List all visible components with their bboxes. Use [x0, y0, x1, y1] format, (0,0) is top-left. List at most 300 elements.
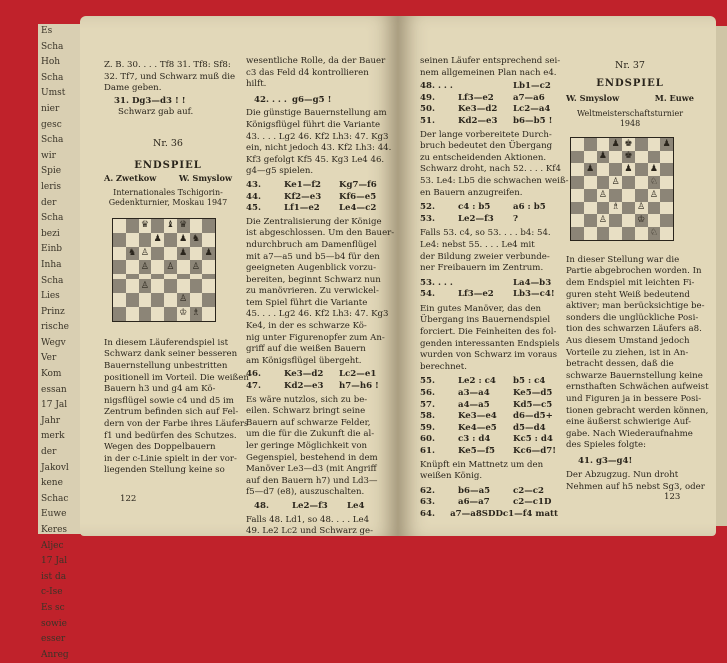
board-square: [648, 202, 661, 215]
white-move: a7—a8SD: [450, 508, 496, 519]
text-line: Königsflügel führt die Variante: [246, 119, 381, 130]
board-square: [597, 151, 610, 164]
back-page-fragment: Scha: [41, 213, 64, 224]
back-page-fragment: sowie: [41, 618, 67, 629]
chess-piece-icon: ♙: [179, 294, 188, 305]
board-square: [622, 176, 635, 189]
back-page-fragment: bezi: [41, 228, 60, 239]
board-square: [190, 233, 203, 247]
board-square: [648, 163, 661, 176]
board-square: [113, 307, 126, 321]
board-square: [635, 214, 648, 227]
move-row: [420, 388, 558, 400]
text-line: schwarze Bauernstellung keine: [566, 370, 703, 381]
move-31: 31. Dg3—d3 ! !: [114, 95, 186, 106]
move-number: 46.: [246, 369, 261, 380]
white-move: a6—a7: [458, 497, 490, 508]
white-move: [458, 278, 513, 290]
text-line: c3 das Feld d4 kontrollieren: [246, 67, 369, 78]
move-row: [420, 400, 558, 412]
board-square: [648, 189, 661, 202]
text-line: zu manövrieren. Zu verwickel-: [246, 286, 379, 297]
move-number: 43.: [246, 179, 261, 190]
chess-piece-icon: ♙: [637, 202, 646, 213]
move-number: 51.: [420, 115, 435, 126]
text-line: nig unter Figurenopfer zum An-: [246, 332, 385, 343]
text-line: f5—d7 (e8), auszuschalten.: [246, 487, 365, 498]
black-move: a7—a6: [513, 92, 545, 103]
board-square: [635, 163, 648, 176]
board-square: [648, 227, 661, 240]
move-number: 62.: [420, 485, 435, 496]
chess-piece-icon: ♙: [649, 189, 658, 200]
white-move: [458, 81, 513, 93]
text-line: in der c-Linie spielt in der vor-: [104, 453, 237, 464]
move-number: 49.: [420, 92, 435, 103]
board-square: [660, 176, 673, 189]
move-row: [420, 214, 558, 226]
text-line: ner Freibauern im Zentrum.: [420, 263, 544, 274]
chess-piece-icon: ♘: [649, 176, 658, 187]
board-square: [660, 151, 673, 164]
board-square: [635, 202, 648, 215]
board-square: [609, 151, 622, 164]
board-square: [660, 138, 673, 151]
board-square: [597, 214, 610, 227]
left-col-2: [246, 56, 395, 538]
text-line: der Bildung zweier verbunde-: [420, 251, 550, 262]
white-move: Le2 : c4: [458, 376, 496, 387]
text-line: Bauern h3 und g4 am Kö-: [104, 384, 216, 395]
text-line: um die für die Zukunft die al-: [246, 429, 375, 440]
chess-piece-icon: ♙: [191, 261, 200, 272]
board-square: [622, 227, 635, 240]
black-move: Kc6—d7!: [513, 446, 557, 456]
text-line: Aus diesem Umstand jedoch: [566, 335, 690, 346]
board-square: [597, 176, 610, 189]
white-move: Kd2—e3: [284, 381, 324, 392]
back-page-fragment: merk: [41, 431, 65, 442]
chess-piece-icon: ♟: [662, 138, 671, 149]
back-page-fragment: ist da: [41, 571, 67, 582]
white-move: a4—a5: [458, 399, 490, 410]
board-square: [113, 247, 126, 261]
text-line: Es wäre nutzlos, sich zu be-: [246, 394, 368, 405]
back-page-fragment: rische: [41, 322, 69, 333]
board-square: [177, 247, 190, 261]
board-square: [635, 138, 648, 151]
chess-piece-icon: ♟: [204, 247, 213, 258]
board-square: [139, 247, 152, 261]
move-number: 41. g3—g4!: [578, 455, 633, 466]
text-line: griff auf die weißen Bauern: [246, 344, 366, 355]
white-move: Lf3—e2: [458, 289, 494, 300]
text-line: In diesem Läuferendspiel ist: [104, 337, 229, 348]
move-row: [420, 278, 558, 290]
text-line: Nehmen auf h5 nebst Sg3, oder: [566, 482, 705, 493]
players: [566, 93, 694, 105]
left-page: [80, 16, 398, 536]
page-number: 123: [664, 492, 681, 502]
text-line: auf den Bauern h7) und Ld3—: [246, 475, 378, 486]
back-page-fragment: 17 Jal: [41, 556, 68, 567]
players: [104, 173, 232, 185]
board-square: [584, 214, 597, 227]
black-move: Dc1—f4 matt: [495, 508, 558, 519]
back-page-fragment: der: [41, 197, 57, 208]
board-square: [151, 233, 164, 247]
back-page-fragment: Aljec: [41, 540, 64, 551]
right-col-1: [420, 56, 569, 521]
text-line: eilen. Schwarz bringt seine: [246, 406, 366, 417]
move-number: 47.: [246, 381, 261, 392]
board-square: [584, 163, 597, 176]
white-move: Kd2—e3: [458, 115, 498, 126]
board-square: [584, 151, 597, 164]
event-line: Weltmeisterschaftsturnier 1948: [576, 108, 684, 128]
black-move: c2—c1D: [513, 497, 552, 508]
chess-diagram: [570, 137, 674, 241]
section-heading: ENDSPIEL: [134, 159, 202, 171]
text-line: f1 und bedürfen des Schutzes.: [104, 430, 237, 441]
text-line: nigsflügel sowie c4 und d5 im: [104, 395, 234, 406]
white-player: A. Zwetkow: [104, 173, 157, 184]
black-move: b5 : c4: [513, 376, 546, 387]
chess-piece-icon: ♙: [598, 215, 607, 226]
board-square: [622, 189, 635, 202]
board-square: [113, 260, 126, 274]
board-square: [622, 138, 635, 151]
black-move: d5—d4: [513, 422, 546, 433]
text-line: mit a7—a5 und b5—b4 für den: [246, 251, 380, 262]
text-line: Dame geben.: [104, 83, 162, 94]
white-move: b6—a5: [458, 485, 491, 496]
move-number: 53.: [420, 213, 435, 224]
board-square: [584, 189, 597, 202]
chess-piece-icon: ♟: [624, 164, 633, 175]
back-page-fragment: der: [41, 447, 57, 458]
board-square: [113, 219, 126, 233]
chess-piece-icon: ♙: [140, 261, 149, 272]
white-move: Ke3—d2: [284, 369, 324, 380]
move-number: 60.: [420, 434, 435, 445]
chess-piece-icon: ♙: [611, 176, 620, 187]
board-square: [648, 151, 661, 164]
white-move: Ke1—f2: [284, 179, 321, 190]
text-line: ler geringe Möglichkeit von: [246, 441, 368, 451]
chess-piece-icon: ♛: [179, 220, 188, 231]
board-square: [164, 260, 177, 274]
move-number: 57.: [420, 399, 435, 410]
back-page-fragment: Hoh: [41, 57, 61, 68]
move-number: 55.: [420, 376, 435, 387]
section-heading: ENDSPIEL: [596, 77, 664, 89]
chess-piece-icon: ♗: [611, 202, 620, 213]
move-row: [246, 381, 386, 393]
chess-piece-icon: ♟: [611, 138, 620, 149]
move-row: [246, 501, 386, 513]
move-number: 63.: [420, 497, 435, 508]
board-square: [190, 247, 203, 261]
board-square: [584, 227, 597, 240]
board-square: [609, 138, 622, 151]
black-move: Kd5—c5: [513, 399, 553, 410]
board-square: [177, 307, 190, 321]
black-move: Lc2—e1: [339, 369, 377, 380]
text-line: hilft.: [246, 79, 267, 90]
text-line: ein, nicht jedoch 43. Kf2 Lh3: 44.: [246, 143, 392, 154]
board-square: [635, 227, 648, 240]
move-number: 56.: [420, 388, 435, 399]
back-page-fragment: Lies: [41, 291, 60, 302]
board-square: [660, 202, 673, 215]
board-square: [660, 227, 673, 240]
board-square: [635, 189, 648, 202]
move-number: 54.: [420, 289, 435, 300]
board-square: [622, 151, 635, 164]
move-number: 48. . . .: [420, 81, 453, 92]
board-square: [597, 138, 610, 151]
text-line: berechnet.: [420, 361, 467, 372]
board-square: [164, 279, 177, 293]
text-line: Wegen des Doppelbauern: [104, 442, 216, 453]
page-number: 122: [120, 494, 137, 504]
event-line: Gedenkturnier, Moskau 1947: [108, 197, 228, 207]
board-square: [126, 260, 139, 274]
black-move: Le4—c2: [339, 203, 377, 214]
move-row: [246, 203, 386, 215]
back-page-fragment: Euwe: [41, 509, 67, 520]
black-move: Kg7—f6: [339, 179, 377, 190]
move-row: [246, 180, 386, 192]
text-line: 49. Le2 Lc2 und Schwarz ge-: [246, 526, 373, 537]
text-line: Z. B. 30. . . . Tf8 31. Tf8: Sf8:: [104, 60, 231, 70]
right-col-2: [566, 60, 709, 494]
move-row: [246, 192, 386, 204]
back-page-fragment: essan: [41, 384, 67, 395]
white-move: Ke4—e5: [458, 422, 497, 433]
move-number: 61.: [420, 446, 435, 456]
white-move: Lf3—e2: [458, 92, 494, 103]
chess-piece-icon: ♙: [598, 189, 607, 200]
back-page-fragment: Ver: [41, 353, 57, 364]
text-line: 45. . . . Lg2 46. Kf2 Lh3: 47. Kg3: [246, 309, 389, 320]
back-page-fragment: Inha: [41, 259, 62, 270]
chess-piece-icon: ♚: [624, 138, 633, 149]
board-square: [622, 214, 635, 227]
text-line: betracht dessen, daß die: [566, 359, 674, 370]
move-number: 44.: [246, 191, 261, 202]
text-line: seinen Läufer entsprechend sei-: [420, 56, 561, 66]
text-line: Ke4, in der es schwarze Kö-: [246, 321, 367, 332]
board-square: [177, 260, 190, 274]
black-move: Kc5 : d4: [513, 434, 553, 445]
board-square: [597, 227, 610, 240]
text-line: tion des schwarzen Läufers a8.: [566, 324, 702, 335]
board-square: [571, 202, 584, 215]
back-page-fragment: Jakovl: [41, 462, 69, 473]
black-move: Kf6—e5: [339, 191, 377, 202]
board-square: [609, 202, 622, 215]
text-line: 53. Le4: Lb5 die schwachen weiß-: [420, 175, 569, 186]
move-number: 59.: [420, 422, 435, 433]
board-square: [584, 176, 597, 189]
chess-piece-icon: ♙: [140, 280, 149, 291]
text-line: wesentliche Rolle, da der Bauer: [246, 56, 386, 66]
move-number: 53. . . .: [420, 277, 453, 288]
chess-piece-icon: ♟: [179, 234, 188, 245]
text-line: weißen König.: [420, 471, 483, 482]
board-square: [126, 307, 139, 321]
text-line: Bauernstellung unbestritten: [104, 360, 228, 371]
board-square: [126, 293, 139, 307]
board-square: [164, 233, 177, 247]
text-line: Gegenspiel, bestehend in dem: [246, 452, 378, 463]
board-square: [151, 260, 164, 274]
text-line: dem Endspiel mit leichten Fi-: [566, 277, 695, 288]
back-page-fragment: Keres: [41, 525, 68, 535]
move-text: Le2—f3: [292, 500, 328, 511]
move-row: [420, 104, 558, 116]
text-line: am Königsflügel übergeht.: [246, 355, 362, 366]
board-square: [584, 138, 597, 151]
board-square: [164, 247, 177, 261]
chess-piece-icon: ♝: [166, 220, 175, 231]
board-square: [139, 293, 152, 307]
text-line: liegenden Stellung keine so: [104, 465, 225, 476]
chess-piece-icon: ♔: [179, 308, 188, 319]
move-row: [420, 411, 558, 423]
board-square: [609, 189, 622, 202]
board-square: [597, 163, 610, 176]
back-page-fragment: leris: [41, 181, 62, 192]
board-square: [609, 176, 622, 189]
chess-piece-icon: ♚: [624, 151, 633, 162]
open-book: [18, 6, 718, 660]
board-square: [202, 233, 215, 247]
move-row: [420, 116, 558, 128]
board-square: [126, 247, 139, 261]
text-line: tem Spiel führt die Variante: [246, 297, 368, 308]
board-square: [571, 214, 584, 227]
back-page-fragment: nier: [41, 103, 60, 114]
board-square: [635, 176, 648, 189]
text-line: und Figuren ja in bessere Posi-: [566, 393, 702, 404]
text-line: g4—g5 spielen.: [246, 166, 314, 177]
move-row: [420, 423, 558, 435]
board-square: [177, 293, 190, 307]
text-line: Zentrum befinden sich auf Fel-: [104, 407, 239, 418]
chess-piece-icon: ♟: [598, 151, 607, 162]
back-page-fragment: esser: [41, 634, 66, 645]
text-line: positionell im Vorteil. Die weißen: [104, 372, 249, 383]
text-line: Vorteile zu ziehen, ist in An-: [566, 347, 689, 358]
board-square: [177, 279, 190, 293]
text-line: 43. . . . Lg2 46. Kf2 Lh3: 47. Kg3: [246, 131, 389, 142]
board-square: [139, 260, 152, 274]
board-square: [202, 279, 215, 293]
board-square: [584, 202, 597, 215]
move-number: 50.: [420, 104, 435, 115]
back-page-fragment: Scha: [41, 275, 64, 286]
back-page-fragment: Kom: [41, 369, 62, 380]
back-page-fragment: Scha: [41, 41, 64, 52]
back-page-fragment: Scha: [41, 72, 64, 83]
black-move: Lb1—c2: [513, 81, 551, 92]
text-line: Schwarz dank seiner besseren: [104, 349, 238, 360]
black-move: Lc2—a4: [513, 104, 551, 115]
move-row: [420, 434, 558, 446]
board-square: [151, 293, 164, 307]
board-square: [190, 219, 203, 233]
back-page-fragment: c-Ise: [41, 587, 63, 598]
black-move: b6—b5 !: [513, 115, 553, 126]
chess-piece-icon: ♔: [637, 215, 646, 226]
move-row: [420, 376, 558, 388]
black-move: La4—b3: [513, 277, 552, 288]
back-page-fragment: wir: [41, 150, 56, 161]
white-move: Ke3—d2: [458, 104, 498, 115]
text-line: eine äußerst schwierige Auf-: [566, 417, 692, 428]
text-line: Die Zentralisierung der Könige: [246, 216, 382, 227]
board-square: [164, 293, 177, 307]
text-line: Der lange vorbereitete Durch-: [420, 129, 552, 140]
back-page-fragment: Scha: [41, 135, 64, 146]
move-row: [420, 497, 558, 509]
chess-piece-icon: ♞: [191, 234, 200, 245]
text-line: Kf3 gefolgt Kf5 45. Kg3 Le4 46.: [246, 154, 385, 165]
board-square: [571, 151, 584, 164]
back-page-fragment: Einb: [41, 244, 63, 255]
move-number: 58.: [420, 411, 435, 422]
text-line: In dieser Stellung war die: [566, 254, 680, 265]
text-line: geeigneten Augenblick vorzu-: [246, 263, 377, 274]
black-move: a6 : b5: [513, 202, 546, 213]
move-row: [420, 81, 558, 93]
black-player: W. Smyslow: [178, 173, 232, 184]
text-line: zu entscheidenden Aktionen.: [420, 152, 547, 163]
board-square: [190, 260, 203, 274]
board-square: [190, 279, 203, 293]
text-line: forciert. Die Feinheiten des fol-: [420, 327, 557, 338]
black-move: Lb3—c4!: [513, 289, 555, 300]
text-line: Le4: nebst 55. . . . Le4 mit: [420, 239, 535, 250]
board-square: [571, 176, 584, 189]
text-line: Die günstige Bauernstellung am: [246, 108, 387, 119]
board-square: [113, 293, 126, 307]
text-line: dern von der Farbe ihres Läufers: [104, 418, 249, 429]
text-line: Schwarz droht, nach 52. . . . Kf4: [420, 164, 561, 175]
board-square: [622, 163, 635, 176]
text-line: Übergang ins Bauernendspiel: [420, 315, 551, 326]
board-square: [202, 293, 215, 307]
back-page-fragment: Wegv: [41, 337, 66, 348]
board-square: [177, 219, 190, 233]
board-square: [139, 233, 152, 247]
board-square: [190, 307, 203, 321]
text-line: guren steht Weiß bedeutend: [566, 289, 690, 300]
board-square: [177, 233, 190, 247]
chess-piece-icon: ♘: [649, 227, 658, 238]
white-move: Lf1—e2: [284, 203, 320, 214]
text-line: Ein gutes Manöver, das den: [420, 303, 542, 314]
board-square: [151, 247, 164, 261]
back-page-fragment: kene: [41, 478, 63, 489]
board-square: [113, 233, 126, 247]
board-square: [151, 279, 164, 293]
back-page-fragment: 17 Jal: [41, 400, 68, 411]
move-row: [420, 486, 558, 498]
